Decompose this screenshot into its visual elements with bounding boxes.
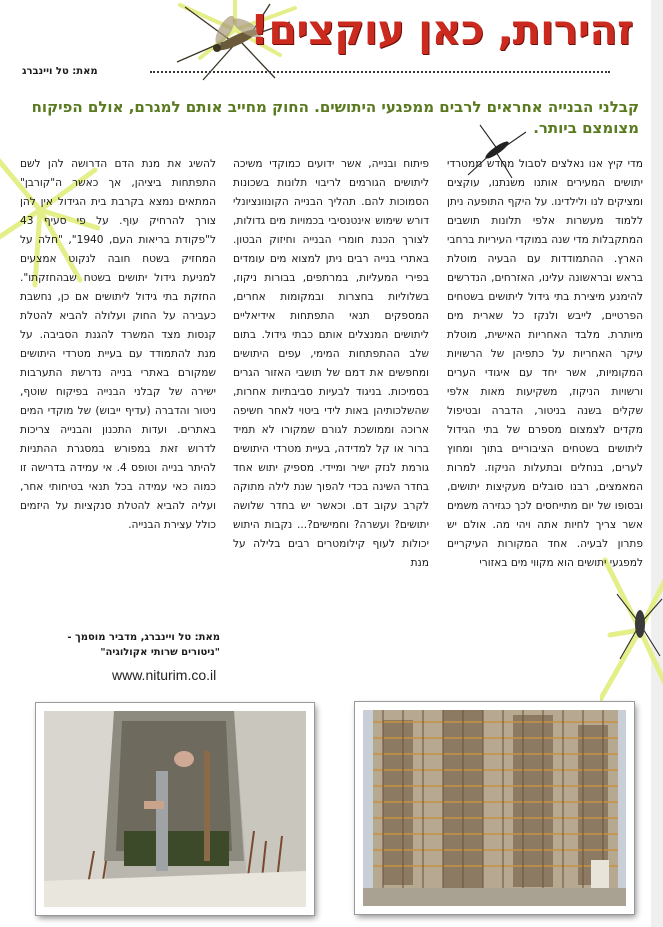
page-edge-bar bbox=[651, 0, 663, 927]
website-link[interactable]: www.niturim.co.il bbox=[112, 667, 217, 683]
author-line-1: מאת: טל ויינברג, מדביר מוסמך - bbox=[67, 632, 220, 643]
photo-construction-pit bbox=[36, 703, 314, 915]
article-headline: זהירות, כאן עוקצים! bbox=[250, 6, 633, 54]
text-column-left: להשיג את מנת הדם הדרושה להן לשם התפתחות ביציהן, אך כאשר ה"קורבן" המתאים נמצא בקרבת בית הגידול אין להן צורך להרחיק עוף. על פי סעיף 43 ל"פקודת בריאות העם, 1940", "חלה על המחזיק בשטח חובה לנקוט אמצעים למניעת גידול יתושים בשטח שבהחזקתו". החזקת בתי גידול ליתושים אם כן, נחשבת כעבירה על החוק ועלולה להביא להטלת קנסות מצד המשרד להגנת הסביבה. על מנת להתמודד עם בעיית מטרדי היתושים שמקורם באתרי בנייה נדרשת התערבות ישירה של קבלני הבנייה בפיקוח שוטף, ניטור והדברה (עדיף ייבוש) של מוקדי המים באתרים. ועדות התכנון והבנייה צריכות לדרוש זאת במפורש במסגרת ההתניות להיתר בנייה וטופס 4. אי עמידה בדרישה זו כמוה כאי עמידה בכל תנאי בטיחותי אחר, ועליה להביא להטלת סנקציות על היזמים כולל עצירת הבנייה. bbox=[20, 158, 216, 531]
construction-pit-image bbox=[44, 711, 306, 907]
byline-divider bbox=[150, 71, 610, 73]
article-subhead: קבלני הבנייה אחראים לרבים ממפגעי היתושים. החוק מחייב אותם למגרם, אולם הפיקוח מצומצם ביותר. bbox=[31, 98, 639, 137]
photo-building-scaffolding bbox=[355, 702, 634, 914]
author-credit bbox=[40, 630, 220, 660]
scaffolding-image bbox=[363, 710, 626, 906]
text-column-right: מדי קיץ אנו נאלצים לסבול מחדש ממטרדי יתושים המעירים אותנו משנתנו, עוקצים ומציקים לנו ולילדינו. על היקף התופעה ניתן ללמוד מעשרות אלפי תלונות תושבים המתקבלות מדי שנה במוקדי העיריות ברחבי הארץ. ההתמודדות עם הבעיה מוטלת בראש ובראשונה עלינו, האזרחים, הנדרשים להימנע מיצירת בתי גידול ליתושים בשטחים הפרטיים, לייבש ולנקז כל שארית מים מיותרת. מלבד האחריות האישית, מוטלת עיקר האחריות על כתפיהן של הרשויות המקומיות, אשר יחד עם איגודי הערים ורשויות הניקוז, משקיעות מאות אלפי שקלים בשנה בניטור, הדברה ובטיפול מקדים לצמצום מספרם של בתי הגידול ליתושים בשטחים הציבוריים בתוך ומחוץ לערים, בנחלים ובתעלות הניקוז. למרות המאמצים, רבנו סובלים מעקיצות יתושים, ובסופו של יום מתייחסים לכך כגזירה משמים אשר צריך לחיות אתה ויהי מה. אולם יש פתרון לבעיה. אחד המקורות העיקריים למפגעי יתושים הוא מקווי מים באזורי bbox=[447, 158, 643, 569]
author-line-2: "ניטורים שרותי אקולוגיה" bbox=[100, 647, 220, 658]
article-byline: מאת: טל ויינברג bbox=[22, 66, 98, 77]
text-column-middle: פיתוח ובנייה, אשר ידועים כמוקדי משיכה ליתושים הגורמים לריבוי תלונות בשכונות הסמוכות להם. תהליך הבנייה הקונוונציונלי דורש שימוש אינטנסיבי בכמויות מים גדולות, לצורך הכנת חומרי הבנייה וחיזוק הבטון. באתרי בנייה רבים ניתן למצוא מים עומדים בפירי המעליות, במרתפים, בבורות ניקוז, בשלוליות בחצרות ובמקומות אחרים, המספקים תנאי התפתחות אידיאליים ליתושים המנצלים אותם כבתי גידול. בתום שלב ההתפתחות המימי, עפים היתושים ומחפשים את דמם של תושבי האזור הגרים בסמיכות. בניגוד לבעיות סביבתיות אחרות, שהשלכותיהן באות לידי ביטוי לאחר חשיפה ארוכה וממושכת לגורם שמקורו לא תמיד ברור או קל למדידה, בעיית מטרדי היתושים גורמת לנזק ישיר ומיידי. מספיק יתוש אחד בחדר השינה בכדי להפוך שנת לילה מתוקה לקרב עקוב דם. וכאשר יש בחדר שלושה יתושים? ועשרה? וחמישים?... נקבות היתוש יכולות לעוף קילומטרים רבים בלילה על מנת bbox=[233, 158, 429, 569]
